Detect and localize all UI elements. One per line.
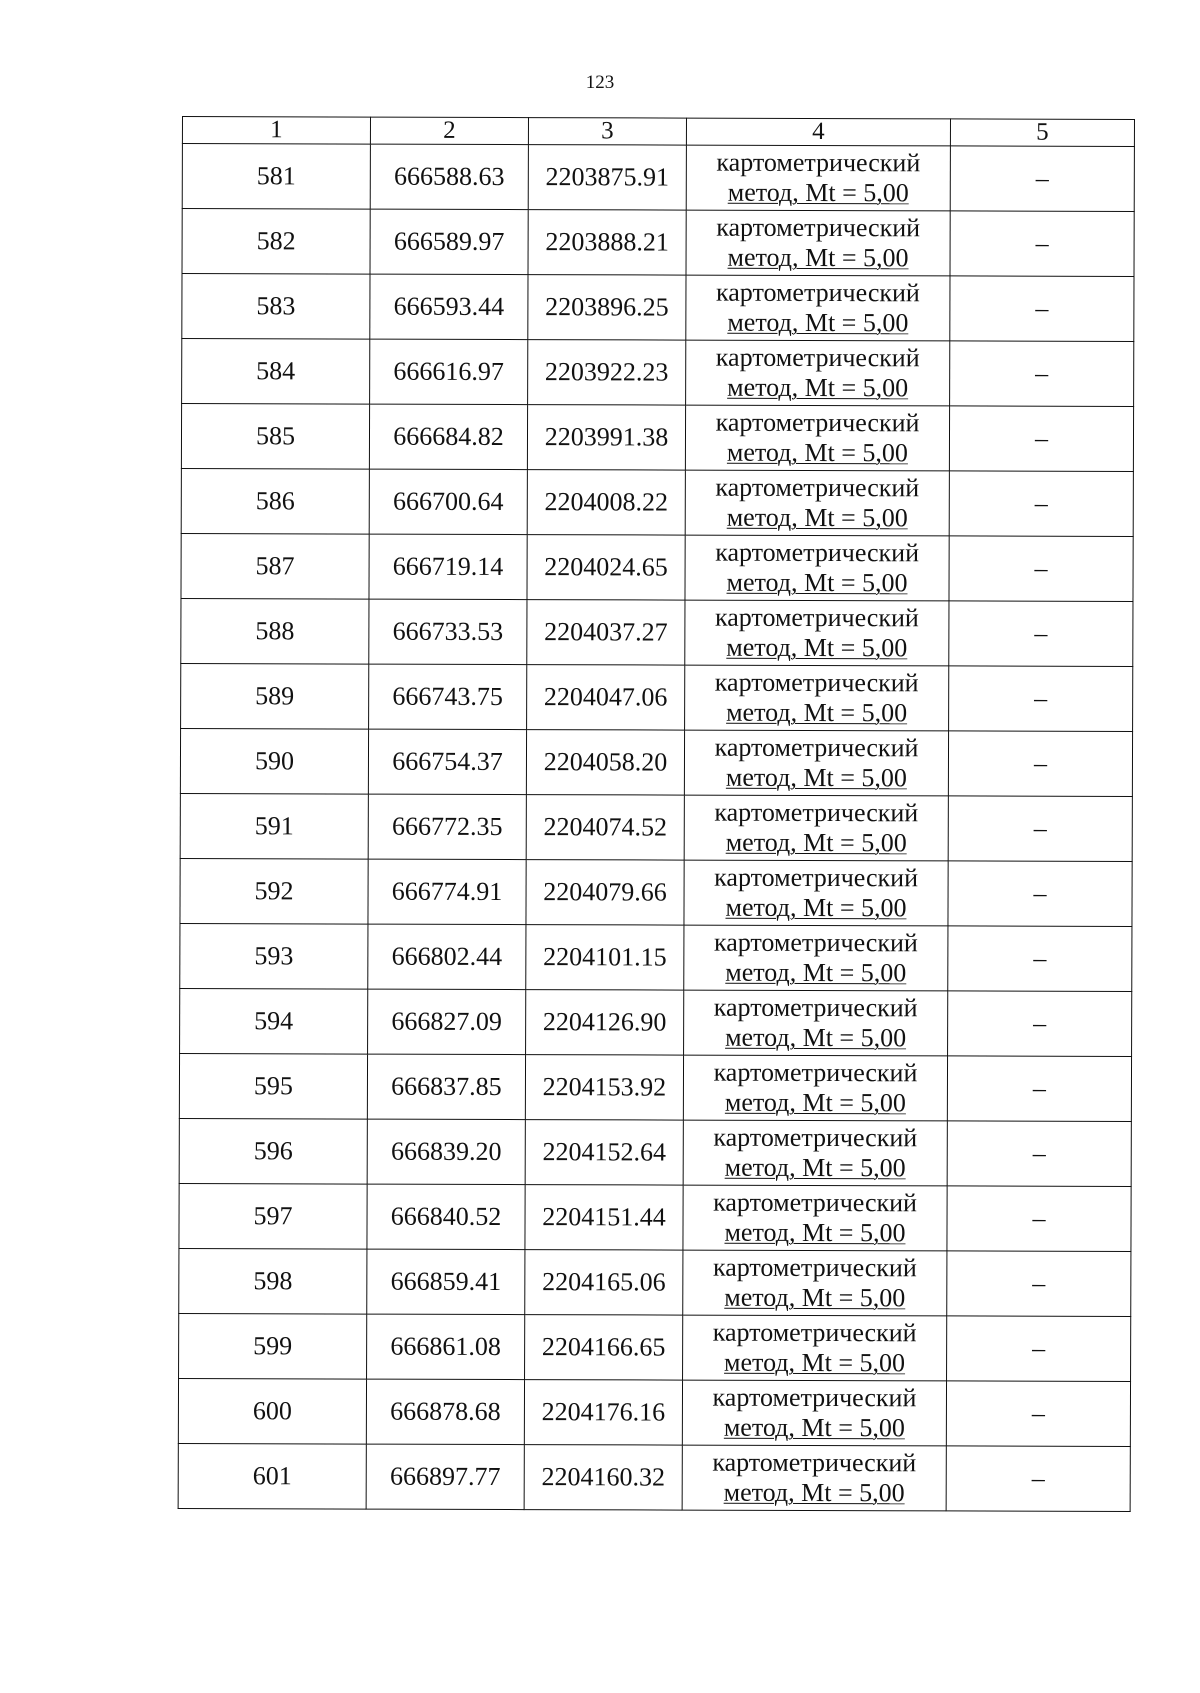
table-row xyxy=(178,1443,1130,1511)
table-row xyxy=(179,1313,1131,1381)
x-coordinate-cell: 666772.35 xyxy=(368,794,526,859)
page-number: 123 xyxy=(585,72,615,93)
point-number-cell: 598 xyxy=(179,1248,367,1314)
table-row xyxy=(182,144,1134,212)
method-text-line1: картометрический xyxy=(713,1122,918,1153)
table-row xyxy=(182,274,1134,342)
x-coordinate-cell: 666588.63 xyxy=(370,144,528,209)
x-coordinate-cell: 666774.91 xyxy=(368,859,526,924)
y-coordinate-cell: 2204165.06 xyxy=(525,1250,683,1315)
x-coordinate-cell: 666616.97 xyxy=(370,339,528,404)
point-number-cell: 588 xyxy=(181,598,369,664)
y-coordinate-cell: 2203922.23 xyxy=(528,340,686,405)
description-cell: – xyxy=(948,861,1132,927)
method-text-line2: метод, Mt = 5,00 xyxy=(725,892,907,923)
description-cell: – xyxy=(946,1446,1130,1512)
method-cell xyxy=(683,1185,947,1251)
header-col-3: 3 xyxy=(528,118,686,145)
table-header xyxy=(182,117,1134,147)
header-row xyxy=(182,117,1134,147)
method-cell xyxy=(683,1315,947,1381)
point-number-cell: 592 xyxy=(180,858,368,924)
method-cell xyxy=(686,210,950,276)
x-coordinate-cell: 666861.08 xyxy=(367,1314,525,1379)
point-number-cell: 586 xyxy=(181,468,369,534)
method-text-line1: картометрический xyxy=(712,1317,917,1348)
header-col-2: 2 xyxy=(370,117,528,144)
y-coordinate-cell: 2204008.22 xyxy=(527,470,685,535)
y-coordinate-cell: 2204074.52 xyxy=(526,795,684,860)
header-col-5: 5 xyxy=(950,119,1134,147)
x-coordinate-cell: 666589.97 xyxy=(370,209,528,274)
point-number-cell: 593 xyxy=(180,923,368,989)
method-text-line1: картометрический xyxy=(713,992,918,1023)
description-cell: – xyxy=(950,276,1134,342)
method-cell xyxy=(685,665,949,731)
method-text-line1: картометрический xyxy=(715,277,920,308)
method-cell xyxy=(682,1380,946,1446)
y-coordinate-cell: 2203888.21 xyxy=(528,210,686,275)
x-coordinate-cell: 666897.77 xyxy=(366,1444,524,1509)
description-cell: – xyxy=(947,1056,1131,1122)
method-cell xyxy=(685,405,949,471)
y-coordinate-cell: 2204126.90 xyxy=(526,990,684,1055)
method-text-line1: картометрический xyxy=(714,797,919,828)
point-number-cell: 585 xyxy=(181,404,369,470)
table-row xyxy=(178,1378,1130,1446)
y-coordinate-cell: 2204058.20 xyxy=(526,730,684,795)
description-cell: – xyxy=(949,536,1133,602)
table-row xyxy=(180,728,1132,796)
y-coordinate-cell: 2204166.65 xyxy=(525,1315,683,1380)
point-number-cell: 582 xyxy=(182,209,370,275)
method-text-line1: картометрический xyxy=(714,862,919,893)
method-text-line2: метод, Mt = 5,00 xyxy=(725,1022,907,1053)
table-row xyxy=(181,533,1133,601)
x-coordinate-cell: 666719.14 xyxy=(369,534,527,599)
x-coordinate-cell: 666878.68 xyxy=(366,1379,524,1444)
description-cell: – xyxy=(947,1121,1131,1187)
x-coordinate-cell: 666733.53 xyxy=(369,599,527,664)
method-text-line2: метод, Mt = 5,00 xyxy=(726,437,908,468)
method-text-line1: картометрический xyxy=(716,147,921,178)
method-text-line1: картометрический xyxy=(713,927,918,958)
point-number-cell: 587 xyxy=(181,533,369,599)
method-text-line2: метод, Mt = 5,00 xyxy=(724,1087,906,1118)
method-text-line2: метод, Mt = 5,00 xyxy=(727,242,909,273)
description-cell: – xyxy=(950,211,1134,277)
method-text-line1: картометрический xyxy=(714,667,919,698)
table-row xyxy=(180,988,1132,1056)
y-coordinate-cell: 2204024.65 xyxy=(527,535,685,600)
point-number-cell: 595 xyxy=(179,1053,367,1119)
method-cell xyxy=(684,925,948,991)
y-coordinate-cell: 2203991.38 xyxy=(527,405,685,470)
point-number-cell: 596 xyxy=(179,1118,367,1184)
method-cell xyxy=(684,795,948,861)
table-row xyxy=(179,1053,1131,1121)
method-cell xyxy=(683,1120,947,1186)
coordinates-table xyxy=(178,116,1135,1512)
method-cell xyxy=(686,145,950,211)
table-row xyxy=(179,1183,1131,1251)
description-cell: – xyxy=(947,1251,1131,1317)
description-cell: – xyxy=(949,666,1133,732)
description-cell: – xyxy=(946,1381,1130,1447)
method-text-line2: метод, Mt = 5,00 xyxy=(724,1347,906,1378)
method-text-line2: метод, Mt = 5,00 xyxy=(725,762,907,793)
method-text-line1: картометрический xyxy=(715,342,920,373)
method-text-line2: метод, Mt = 5,00 xyxy=(726,697,908,728)
description-cell: – xyxy=(948,926,1132,992)
header-col-4: 4 xyxy=(686,118,950,146)
y-coordinate-cell: 2204160.32 xyxy=(524,1445,682,1510)
x-coordinate-cell: 666684.82 xyxy=(369,404,527,469)
method-text-line2: метод, Mt = 5,00 xyxy=(723,1477,905,1508)
y-coordinate-cell: 2204079.66 xyxy=(526,860,684,925)
method-text-line1: картометрический xyxy=(715,472,920,503)
description-cell: – xyxy=(948,731,1132,797)
x-coordinate-cell: 666754.37 xyxy=(368,729,526,794)
method-text-line1: картометрический xyxy=(714,732,919,763)
table-row xyxy=(180,858,1132,926)
point-number-cell: 600 xyxy=(178,1378,366,1444)
method-text-line2: метод, Mt = 5,00 xyxy=(724,1152,906,1183)
table-row xyxy=(182,209,1134,277)
method-cell xyxy=(686,275,950,341)
point-number-cell: 581 xyxy=(182,144,370,210)
point-number-cell: 589 xyxy=(181,663,369,729)
x-coordinate-cell: 666743.75 xyxy=(369,664,527,729)
table-row xyxy=(180,923,1132,991)
y-coordinate-cell: 2203896.25 xyxy=(528,275,686,340)
x-coordinate-cell: 666802.44 xyxy=(368,924,526,989)
method-text-line1: картометрический xyxy=(712,1252,917,1283)
x-coordinate-cell: 666827.09 xyxy=(368,989,526,1054)
method-cell xyxy=(684,730,948,796)
x-coordinate-cell: 666859.41 xyxy=(367,1249,525,1314)
table-row xyxy=(181,663,1133,731)
method-text-line1: картометрический xyxy=(713,1187,918,1218)
table-row xyxy=(181,468,1133,536)
header-col-1: 1 xyxy=(182,117,370,145)
y-coordinate-cell: 2204176.16 xyxy=(524,1380,682,1445)
method-cell xyxy=(684,860,948,926)
y-coordinate-cell: 2203875.91 xyxy=(528,145,686,210)
point-number-cell: 597 xyxy=(179,1183,367,1249)
method-cell xyxy=(684,990,948,1056)
description-cell: – xyxy=(950,341,1134,407)
method-cell xyxy=(682,1445,946,1511)
table-row xyxy=(179,1248,1131,1316)
point-number-cell: 601 xyxy=(178,1443,366,1509)
point-number-cell: 599 xyxy=(179,1313,367,1379)
method-text-line1: картометрический xyxy=(712,1447,917,1478)
point-number-cell: 583 xyxy=(182,274,370,340)
method-cell xyxy=(683,1250,947,1316)
table-row xyxy=(181,404,1133,472)
point-number-cell: 591 xyxy=(180,793,368,859)
method-cell xyxy=(683,1055,947,1121)
description-cell: – xyxy=(948,991,1132,1057)
method-text-line1: картометрический xyxy=(713,1057,918,1088)
table-row xyxy=(179,1118,1131,1186)
point-number-cell: 590 xyxy=(180,728,368,794)
method-text-line2: метод, Mt = 5,00 xyxy=(725,827,907,858)
y-coordinate-cell: 2204151.44 xyxy=(525,1185,683,1250)
method-cell xyxy=(686,340,950,406)
y-coordinate-cell: 2204037.27 xyxy=(527,600,685,665)
method-text-line2: метод, Mt = 5,00 xyxy=(723,1412,905,1443)
x-coordinate-cell: 666593.44 xyxy=(370,274,528,339)
method-cell xyxy=(685,470,949,536)
table-row xyxy=(182,339,1134,407)
y-coordinate-cell: 2204153.92 xyxy=(525,1055,683,1120)
description-cell: – xyxy=(949,471,1133,537)
y-coordinate-cell: 2204152.64 xyxy=(525,1120,683,1185)
description-cell: – xyxy=(949,406,1133,472)
table-row xyxy=(180,793,1132,861)
point-number-cell: 584 xyxy=(182,339,370,405)
method-text-line2: метод, Mt = 5,00 xyxy=(725,957,907,988)
method-text-line2: метод, Mt = 5,00 xyxy=(727,307,909,338)
method-text-line2: метод, Mt = 5,00 xyxy=(724,1282,906,1313)
method-text-line1: картометрический xyxy=(714,602,919,633)
method-text-line2: метод, Mt = 5,00 xyxy=(726,502,908,533)
y-coordinate-cell: 2204047.06 xyxy=(527,665,685,730)
y-coordinate-cell: 2204101.15 xyxy=(526,925,684,990)
table-row xyxy=(181,598,1133,666)
description-cell: – xyxy=(948,796,1132,862)
table-body xyxy=(178,144,1134,1512)
method-text-line1: картометрический xyxy=(715,537,920,568)
x-coordinate-cell: 666840.52 xyxy=(367,1184,525,1249)
description-cell: – xyxy=(947,1186,1131,1252)
point-number-cell: 594 xyxy=(180,988,368,1054)
x-coordinate-cell: 666700.64 xyxy=(369,469,527,534)
description-cell: – xyxy=(949,601,1133,667)
x-coordinate-cell: 666839.20 xyxy=(367,1119,525,1184)
method-text-line2: метод, Mt = 5,00 xyxy=(727,177,909,208)
description-cell: – xyxy=(950,146,1134,212)
x-coordinate-cell: 666837.85 xyxy=(367,1054,525,1119)
method-text-line2: метод, Mt = 5,00 xyxy=(726,567,908,598)
method-text-line1: картометрический xyxy=(712,1382,917,1413)
method-text-line1: картометрический xyxy=(716,212,921,243)
method-cell xyxy=(685,535,949,601)
description-cell: – xyxy=(947,1316,1131,1382)
method-text-line2: метод, Mt = 5,00 xyxy=(727,372,909,403)
method-text-line2: метод, Mt = 5,00 xyxy=(724,1217,906,1248)
method-cell xyxy=(685,600,949,666)
method-text-line2: метод, Mt = 5,00 xyxy=(726,632,908,663)
method-text-line1: картометрический xyxy=(715,407,920,438)
